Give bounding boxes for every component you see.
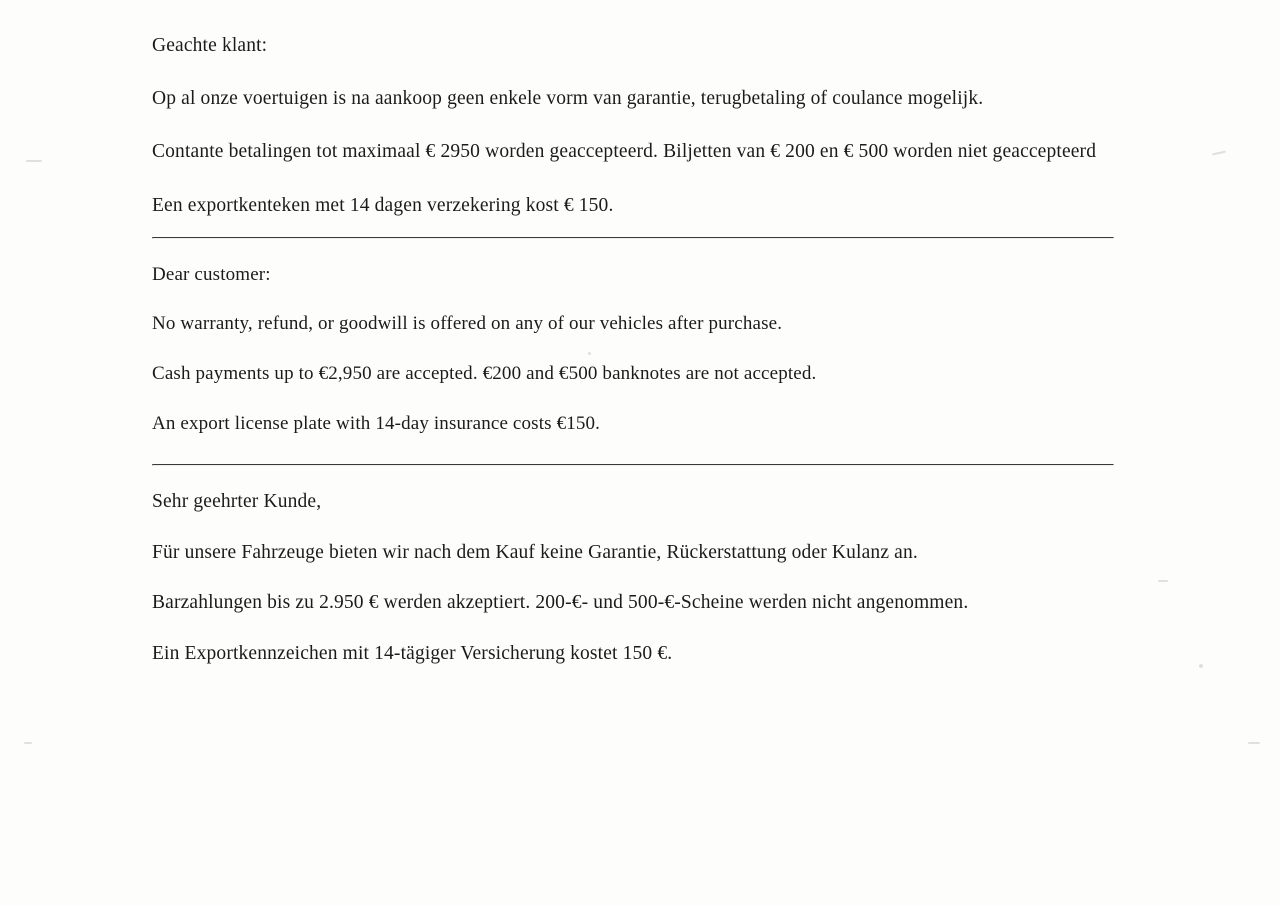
paragraph-english-warranty: No warranty, refund, or goodwill is offered on any of our vehicles after purchase. [152,313,783,334]
salutation-english: Dear customer: [152,264,271,285]
document-body [152,36,1212,694]
section-dutch [152,36,1212,215]
paragraph-german-cash: Barzahlungen bis zu 2.950 € werden akzeptiert. 200-€- und 500-€-Scheine werden nicht angenommen. [152,592,969,613]
paragraph-dutch-exportplate: Een exportkenteken met 14 dagen verzekering kost € 150. [152,194,614,216]
salutation-german: Sehr geehrter Kunde, [152,491,322,512]
paragraph-dutch-warranty: Op al onze voertuigen is na aankoop geen enkele vorm van garantie, terugbetaling of coulance mogelijk. [152,87,984,109]
paragraph-english-exportplate: An export license plate with 14-day insurance costs €150. [152,413,601,434]
section-divider [152,237,1114,239]
scan-speck [26,160,42,162]
section-german [152,492,1212,663]
paragraph-german-warranty: Für unsere Fahrzeuge bieten wir nach dem Kauf keine Garantie, Rückerstattung oder Kulanz an. [152,541,918,563]
section-divider [152,464,1114,466]
scan-speck [1212,151,1226,156]
paragraph-english-cash: Cash payments up to €2,950 are accepted. €200 and €500 banknotes are not accepted. [152,363,817,384]
salutation-dutch: Geachte klant: [152,35,268,56]
section-english [152,265,1212,433]
paragraph-dutch-cash: Contante betalingen tot maximaal € 2950 worden geaccepteerd. Biljetten van € 200 en € 500 worden niet geaccepteerd [152,141,1097,162]
paragraph-german-exportplate: Ein Exportkennzeichen mit 14-tägiger Versicherung kostet 150 €. [152,642,673,664]
scan-speck [1248,742,1260,744]
scan-speck [24,742,32,744]
